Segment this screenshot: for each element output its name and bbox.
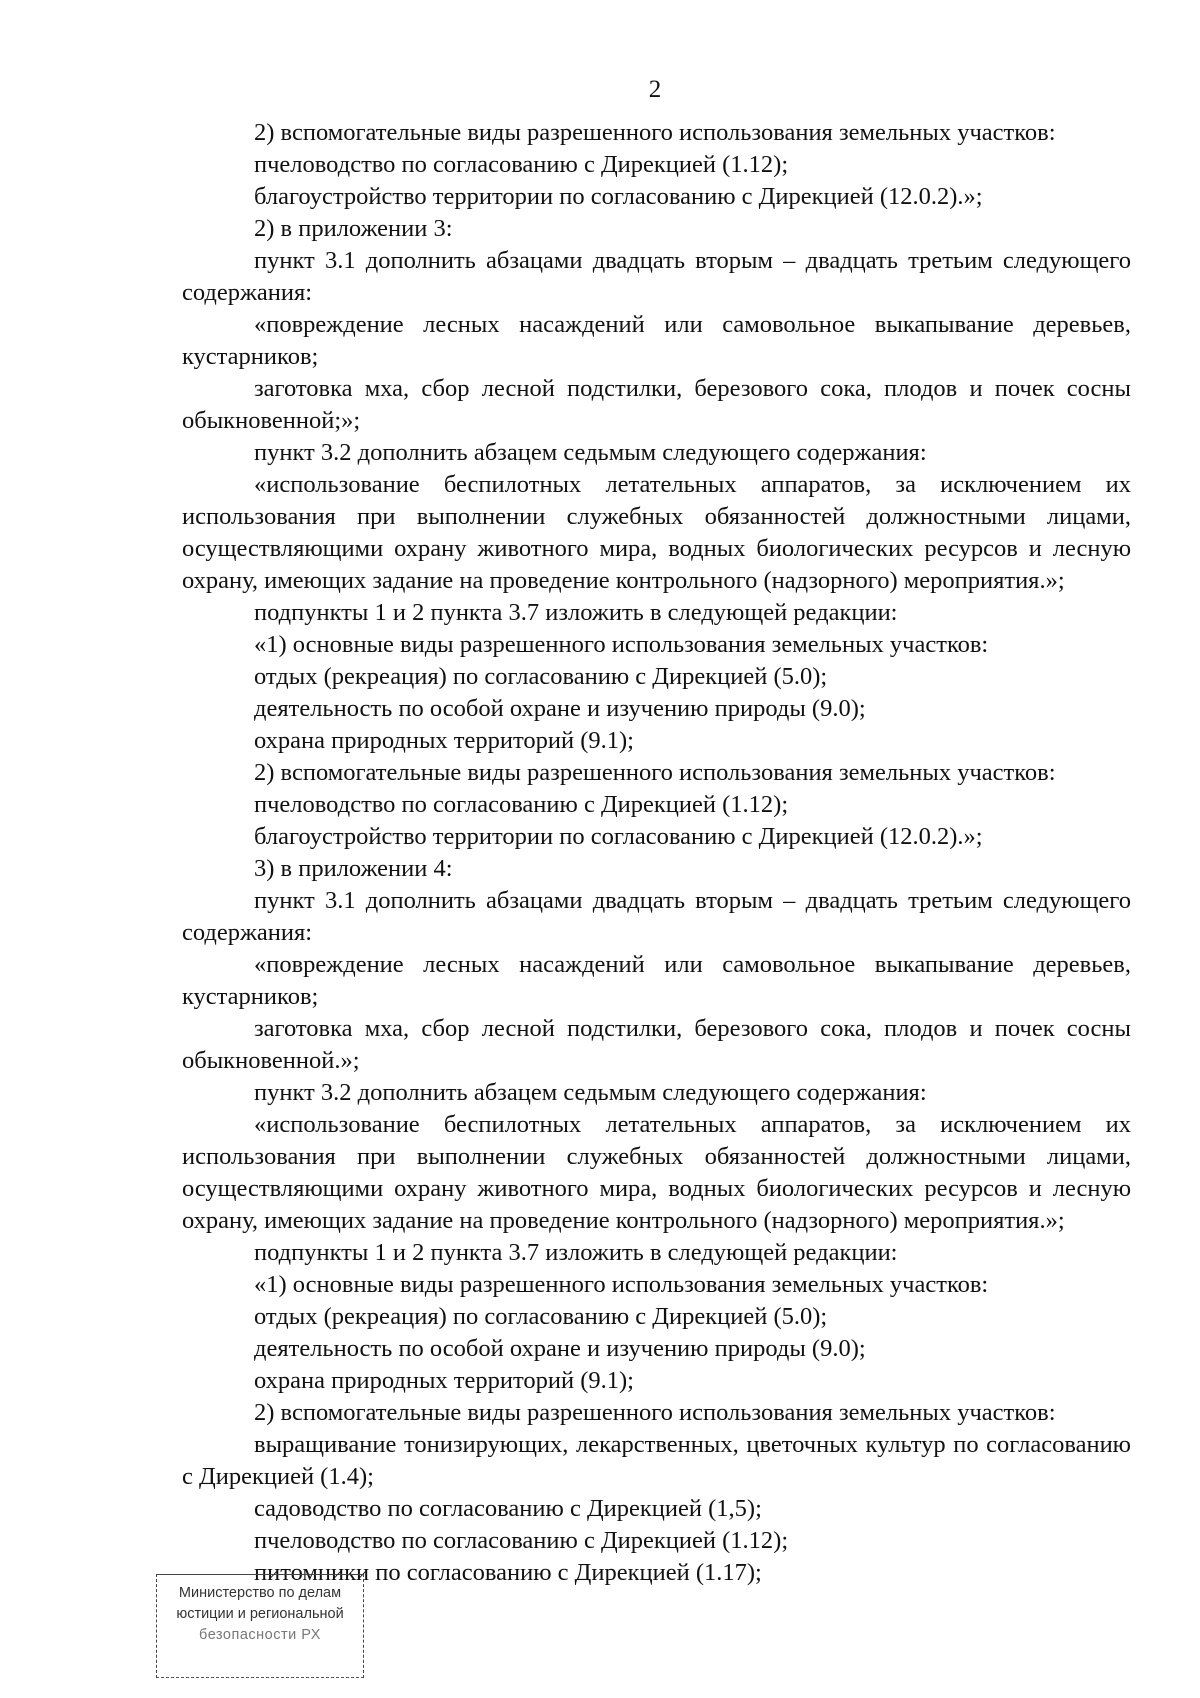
- stamp-line: безопасности РХ: [199, 1627, 321, 1643]
- paragraph: заготовка мха, сбор лесной подстилки, березового сока, плодов и почек сосны обыкновенной.»;: [182, 1015, 1131, 1074]
- paragraph: подпункты 1 и 2 пункта 3.7 изложить в следующей редакции:: [254, 1239, 898, 1266]
- paragraph: пчеловодство по согласованию с Дирекцией (1.12);: [254, 1527, 789, 1554]
- paragraph: «повреждение лесных насаждений или самовольное выкапывание деревьев, кустарников;: [182, 951, 1131, 1010]
- paragraph: пункт 3.1 дополнить абзацами двадцать вторым – двадцать третьим следующего содержания:: [182, 887, 1131, 946]
- document-body: [182, 117, 1131, 1589]
- paragraph: «1) основные виды разрешенного использования земельных участков:: [254, 1271, 989, 1298]
- paragraph: отдых (рекреация) по согласованию с Дирекцией (5.0);: [254, 1303, 828, 1330]
- paragraph: «повреждение лесных насаждений или самовольное выкапывание деревьев, кустарников;: [182, 311, 1131, 370]
- paragraph: 2) вспомогательные виды разрешенного использования земельных участков:: [254, 1399, 1056, 1426]
- paragraph: садоводство по согласованию с Дирекцией (1,5);: [254, 1495, 762, 1522]
- paragraph: охрана природных территорий (9.1);: [254, 1367, 634, 1394]
- paragraph: благоустройство территории по согласованию с Дирекцией (12.0.2).»;: [254, 823, 983, 850]
- paragraph: пункт 3.1 дополнить абзацами двадцать вторым – двадцать третьим следующего содержания:: [182, 247, 1131, 306]
- paragraph: пчеловодство по согласованию с Дирекцией (1.12);: [254, 151, 789, 178]
- ministry-stamp: [156, 1574, 364, 1678]
- stamp-line: юстиции и региональной: [176, 1606, 344, 1622]
- paragraph: заготовка мха, сбор лесной подстилки, березового сока, плодов и почек сосны обыкновенной;»;: [182, 375, 1131, 434]
- paragraph: пункт 3.2 дополнить абзацем седьмым следующего содержания:: [254, 1079, 927, 1106]
- paragraph: питомники по согласованию с Дирекцией (1.17);: [254, 1559, 762, 1586]
- paragraph: отдых (рекреация) по согласованию с Дирекцией (5.0);: [254, 663, 828, 690]
- paragraph: охрана природных территорий (9.1);: [254, 727, 634, 754]
- paragraph: «использование беспилотных летательных аппаратов, за исключением их использования при выполнении служебных обязанностей должностными лицами, осуществляющими охрану животного мира, водных биологических ресурсов и лесную охрану, имеющих задание на проведение контрольного (надзорного) мероприятия.»;: [182, 1111, 1131, 1234]
- paragraph: 2) вспомогательные виды разрешенного использования земельных участков:: [254, 119, 1056, 146]
- paragraph: деятельность по особой охране и изучению природы (9.0);: [254, 1335, 866, 1362]
- paragraph: выращивание тонизирующих, лекарственных, цветочных культур по согласованию с Дирекцией (1.4);: [182, 1431, 1131, 1490]
- paragraph: 2) вспомогательные виды разрешенного использования земельных участков:: [254, 759, 1056, 786]
- paragraph: деятельность по особой охране и изучению природы (9.0);: [254, 695, 866, 722]
- paragraph: 2) в приложении 3:: [254, 215, 453, 242]
- paragraph: пчеловодство по согласованию с Дирекцией (1.12);: [254, 791, 789, 818]
- paragraph: пункт 3.2 дополнить абзацем седьмым следующего содержания:: [254, 439, 927, 466]
- paragraph: 3) в приложении 4:: [254, 855, 453, 882]
- stamp-line: Министерство по делам: [178, 1585, 342, 1601]
- paragraph: подпункты 1 и 2 пункта 3.7 изложить в следующей редакции:: [254, 599, 898, 626]
- page-number: 2: [648, 76, 662, 103]
- paragraph: «использование беспилотных летательных аппаратов, за исключением их использования при выполнении служебных обязанностей должностными лицами, осуществляющими охрану животного мира, водных биологических ресурсов и лесную охрану, имеющих задание на проведение контрольного (надзорного) мероприятия.»;: [182, 471, 1131, 594]
- paragraph: благоустройство территории по согласованию с Дирекцией (12.0.2).»;: [254, 183, 983, 210]
- paragraph: «1) основные виды разрешенного использования земельных участков:: [254, 631, 989, 658]
